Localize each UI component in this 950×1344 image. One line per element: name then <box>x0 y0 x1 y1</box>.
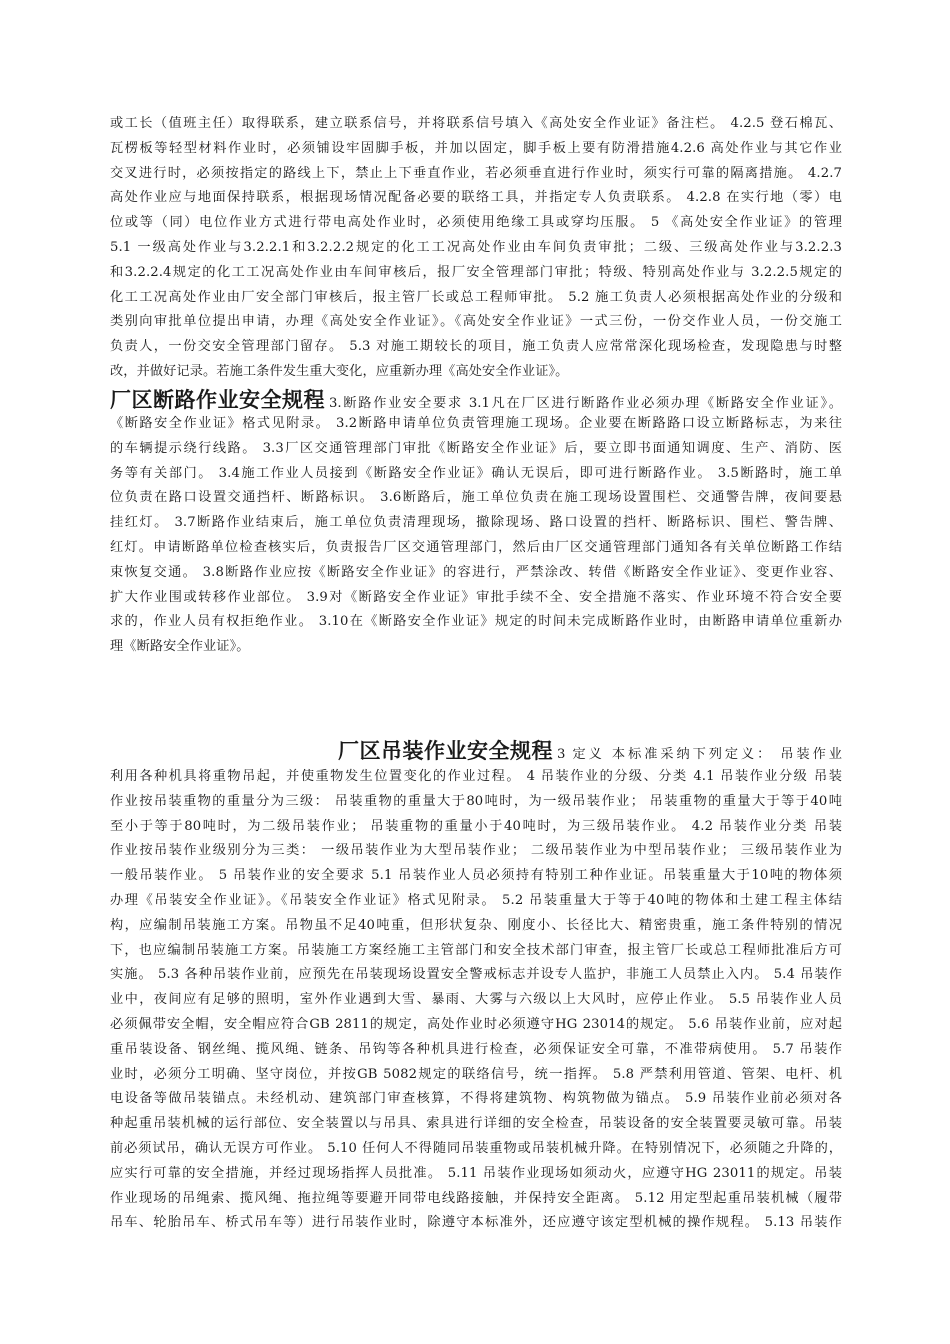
text-line: 束恢复交通。 3.8断路作业应按《断路安全作业证》的容进行，严禁涂改、转借《断路安全作业证》、变更作业容、 <box>110 564 842 580</box>
section-title: 厂区吊装作业安全规程 <box>338 739 553 763</box>
text-line: 和3.2.2.4规定的化工工况高处作业由车间审核后，报厂安全管理部门审批；特级、特别高处作业与 3.2.2.5规定的 <box>110 264 842 280</box>
text-line: 5.1 一级高处作业与3.2.2.1和3.2.2.2规定的化工工况高处作业由车间负责审批；二级、三级高处作业与3.2.2.3 <box>110 239 842 255</box>
section-road-break-heading-line <box>110 386 842 414</box>
text-line: 电设备等做吊装锚点。未经机动、建筑部门审查核算，不得将建筑物、构筑物做为锚点。 5.9 吊装作业前必须对各 <box>110 1091 842 1107</box>
section-high-work-text <box>110 112 842 385</box>
text-line: 3.断路作业安全要求 3.1凡在厂区进行断路作业必须办理《断路安全作业证》。 <box>329 396 842 411</box>
text-line: 下，也应编制吊装施工方案。吊装施工方案经施工主管部门和安全技术部门审查，报主管厂长或总工程师批准后方可 <box>110 942 842 958</box>
text-line: 应实行可靠的安全措施，并经过现场指挥人员批准。 5.11 吊装作业现场如须动火，应遵守HG 23011的规定。吊装 <box>110 1165 842 1181</box>
text-line: 利用各种机具将重物吊起，并使重物发生位置变化的作业过程。 4 吊装作业的分级、分类 4.1 吊装作业分级 吊装 <box>110 769 842 784</box>
text-line: 实施。 5.3 各种吊装作业前，应预先在吊装现场设置安全警戒标志并设专人监护，非施工人员禁止入内。 5.4 吊装作 <box>110 967 842 983</box>
section-road-break-text <box>110 412 842 660</box>
text-line: 位或等（同）电位作业方式进行带电高处作业时，必须使用绝缘工具或穿均压服。 5 《高处安全作业证》的管理 <box>110 215 842 231</box>
text-line: 作业按吊装作业级别分为三类： 一级吊装作业为大型吊装作业； 二级吊装作业为中型吊装作业； 三级吊装作业为 <box>110 843 842 859</box>
text-line: 类别向审批单位提出申请，办理《高处安全作业证》。《高处安全作业证》一式三份，一份交作业人员，一份交施工 <box>110 314 842 330</box>
text-line: 务等有关部门。 3.4施工作业人员接到《断路安全作业证》确认无误后，即可进行断路作业。 3.5断路时，施工单 <box>110 465 842 481</box>
text-line: 必须佩带安全帽，安全帽应符合GB 2811的规定，高处作业时必须遵守HG 23014的规定。 5.6 吊装作业前，应对起 <box>110 1016 842 1032</box>
text-line: 理《断路安全作业证》。 <box>110 639 250 655</box>
text-line: 交叉进行时，必须按指定的路线上下，禁止上下垂直作业，若必须垂直进行作业时，须实行可靠的隔离措施。 4.2.7 <box>110 165 842 181</box>
text-line: 高处作业应与地面保持联系，根据现场情况配备必要的联络工具，并指定专人负责联系。 4.2.8 在实行地（零）电 <box>110 190 842 206</box>
text-line: 瓦楞板等轻型材料作业时，必须铺设牢固脚手板，并加以固定，脚手板上要有防滑措施4.2.6 高处作业与其它作业 <box>110 140 842 156</box>
text-line: 扩大作业围或转移作业部位。 3.9对《断路安全作业证》审批手续不全、安全措施不落实、作业环境不符合安全要 <box>110 589 842 605</box>
section-hoisting-text <box>110 765 842 1236</box>
text-line: 种起重吊装机械的运行部位、安全装置以与吊具、索具进行详细的安全检查，吊装设备的安全装置要灵敏可靠。吊装 <box>110 1116 842 1132</box>
text-line: 办理《吊装安全作业证》。《吊装安全作业证》格式见附录。 5.2 吊装重量大于等于40吨的物体和土建工程主体结 <box>110 892 842 908</box>
text-line: 红灯。申请断路单位检查核实后，负责报告厂区交通管理部门，然后由厂区交通管理部门通知各有关单位断路工作结 <box>110 539 842 555</box>
text-line: 至小于等于80吨时，为二级吊装作业； 吊装重物的重量小于40吨时，为三级吊装作业。 4.2 吊装作业分类 吊装 <box>110 818 842 834</box>
text-line: 业时，必须分工明确、坚守岗位，并按GB 5082规定的联络信号，统一指挥。 5.8 严禁利用管道、管架、电杆、机 <box>110 1066 842 1082</box>
section-hoisting-heading-line <box>110 737 842 765</box>
text-line: 业中，夜间应有足够的照明，室外作业遇到大雪、暴雨、大雾与六级以上大风时，应停止作业。 5.5 吊装作业人员 <box>110 992 842 1008</box>
text-line: 的车辆提示绕行线路。 3.3厂区交通管理部门审批《断路安全作业证》后，要立即书面通知调度、生产、消防、医 <box>110 440 842 456</box>
section-title: 厂区断路作业安全规程 <box>110 388 325 412</box>
text-line: 改，并做好记录。若施工条件发生重大变化，应重新办理《高处安全作业证》。 <box>110 363 569 379</box>
text-line: 吊车、轮胎吊车、桥式吊车等）进行吊装作业时，除遵守本标准外，还应遵守该定型机械的操作规程。 5.13 吊装作 <box>110 1215 842 1231</box>
text-line: 一般吊装作业。 5 吊装作业的安全要求 5.1 吊装作业人员必须持有特别工种作业证。吊装重量大于10吨的物体须 <box>110 868 842 884</box>
text-line: 求的，作业人员有权拒绝作业。 3.10在《断路安全作业证》规定的时间未完成断路作业时，由断路申请单位重新办 <box>110 614 842 630</box>
text-line: 作业现场的吊绳索、揽风绳、拖拉绳等要避开同带电线路接触，并保持安全距离。 5.12 用定型起重吊装机械（履带 <box>110 1190 842 1206</box>
text-line: 挂红灯。 3.7断路作业结束后，施工单位负责清理现场，撤除现场、路口设置的挡杆、断路标识、围栏、警告牌、 <box>110 515 842 531</box>
text-line: 构，应编制吊装施工方案。吊物虽不足40吨重，但形状复杂、刚度小、长径比大、精密贵重，施工条件特别的情况 <box>110 917 842 933</box>
text-line: 前必须试吊，确认无误方可作业。 5.10 任何人不得随同吊装重物或吊装机械升降。在特别情况下，必须随之升降的， <box>110 1140 842 1156</box>
text-line: 重吊装设备、钢丝绳、揽风绳、链条、吊钩等各种机具进行检查，必须保证安全可靠，不准带病使用。 5.7 吊装作 <box>110 1041 842 1057</box>
text-line: 位负责在路口设置交通挡杆、断路标识。 3.6断路后，施工单位负责在施工现场设置围栏、交通警告牌，夜间要悬 <box>110 490 842 506</box>
text-line: 化工工况高处作业由厂安全部门审核后，报主管厂长或总工程师审批。 5.2 施工负责人必须根据高处作业的分级和 <box>110 289 842 305</box>
text-line: 《断路安全作业证》格式见附录。 3.2断路申请单位负责管理施工现场。企业要在断路路口设立断路标志，为来往 <box>110 416 842 431</box>
text-line: 作业按吊装重物的重量分为三级： 吊装重物的重量大于80吨时，为一级吊装作业； 吊装重物的重量大于等于40吨 <box>110 793 842 809</box>
text-line: 负责人，一份交安全管理部门留存。 5.3 对施工期较长的项目，施工负责人应常常深化现场检查，发现隐患与时整 <box>110 339 842 355</box>
text-line: 3 定义 本标准采纳下列定义： 吊装作业 <box>557 747 842 762</box>
text-line: 或工长（值班主任）取得联系，建立联系信号，并将联系信号填入《高处安全作业证》备注栏。 4.2.5 登石棉瓦、 <box>110 116 842 131</box>
